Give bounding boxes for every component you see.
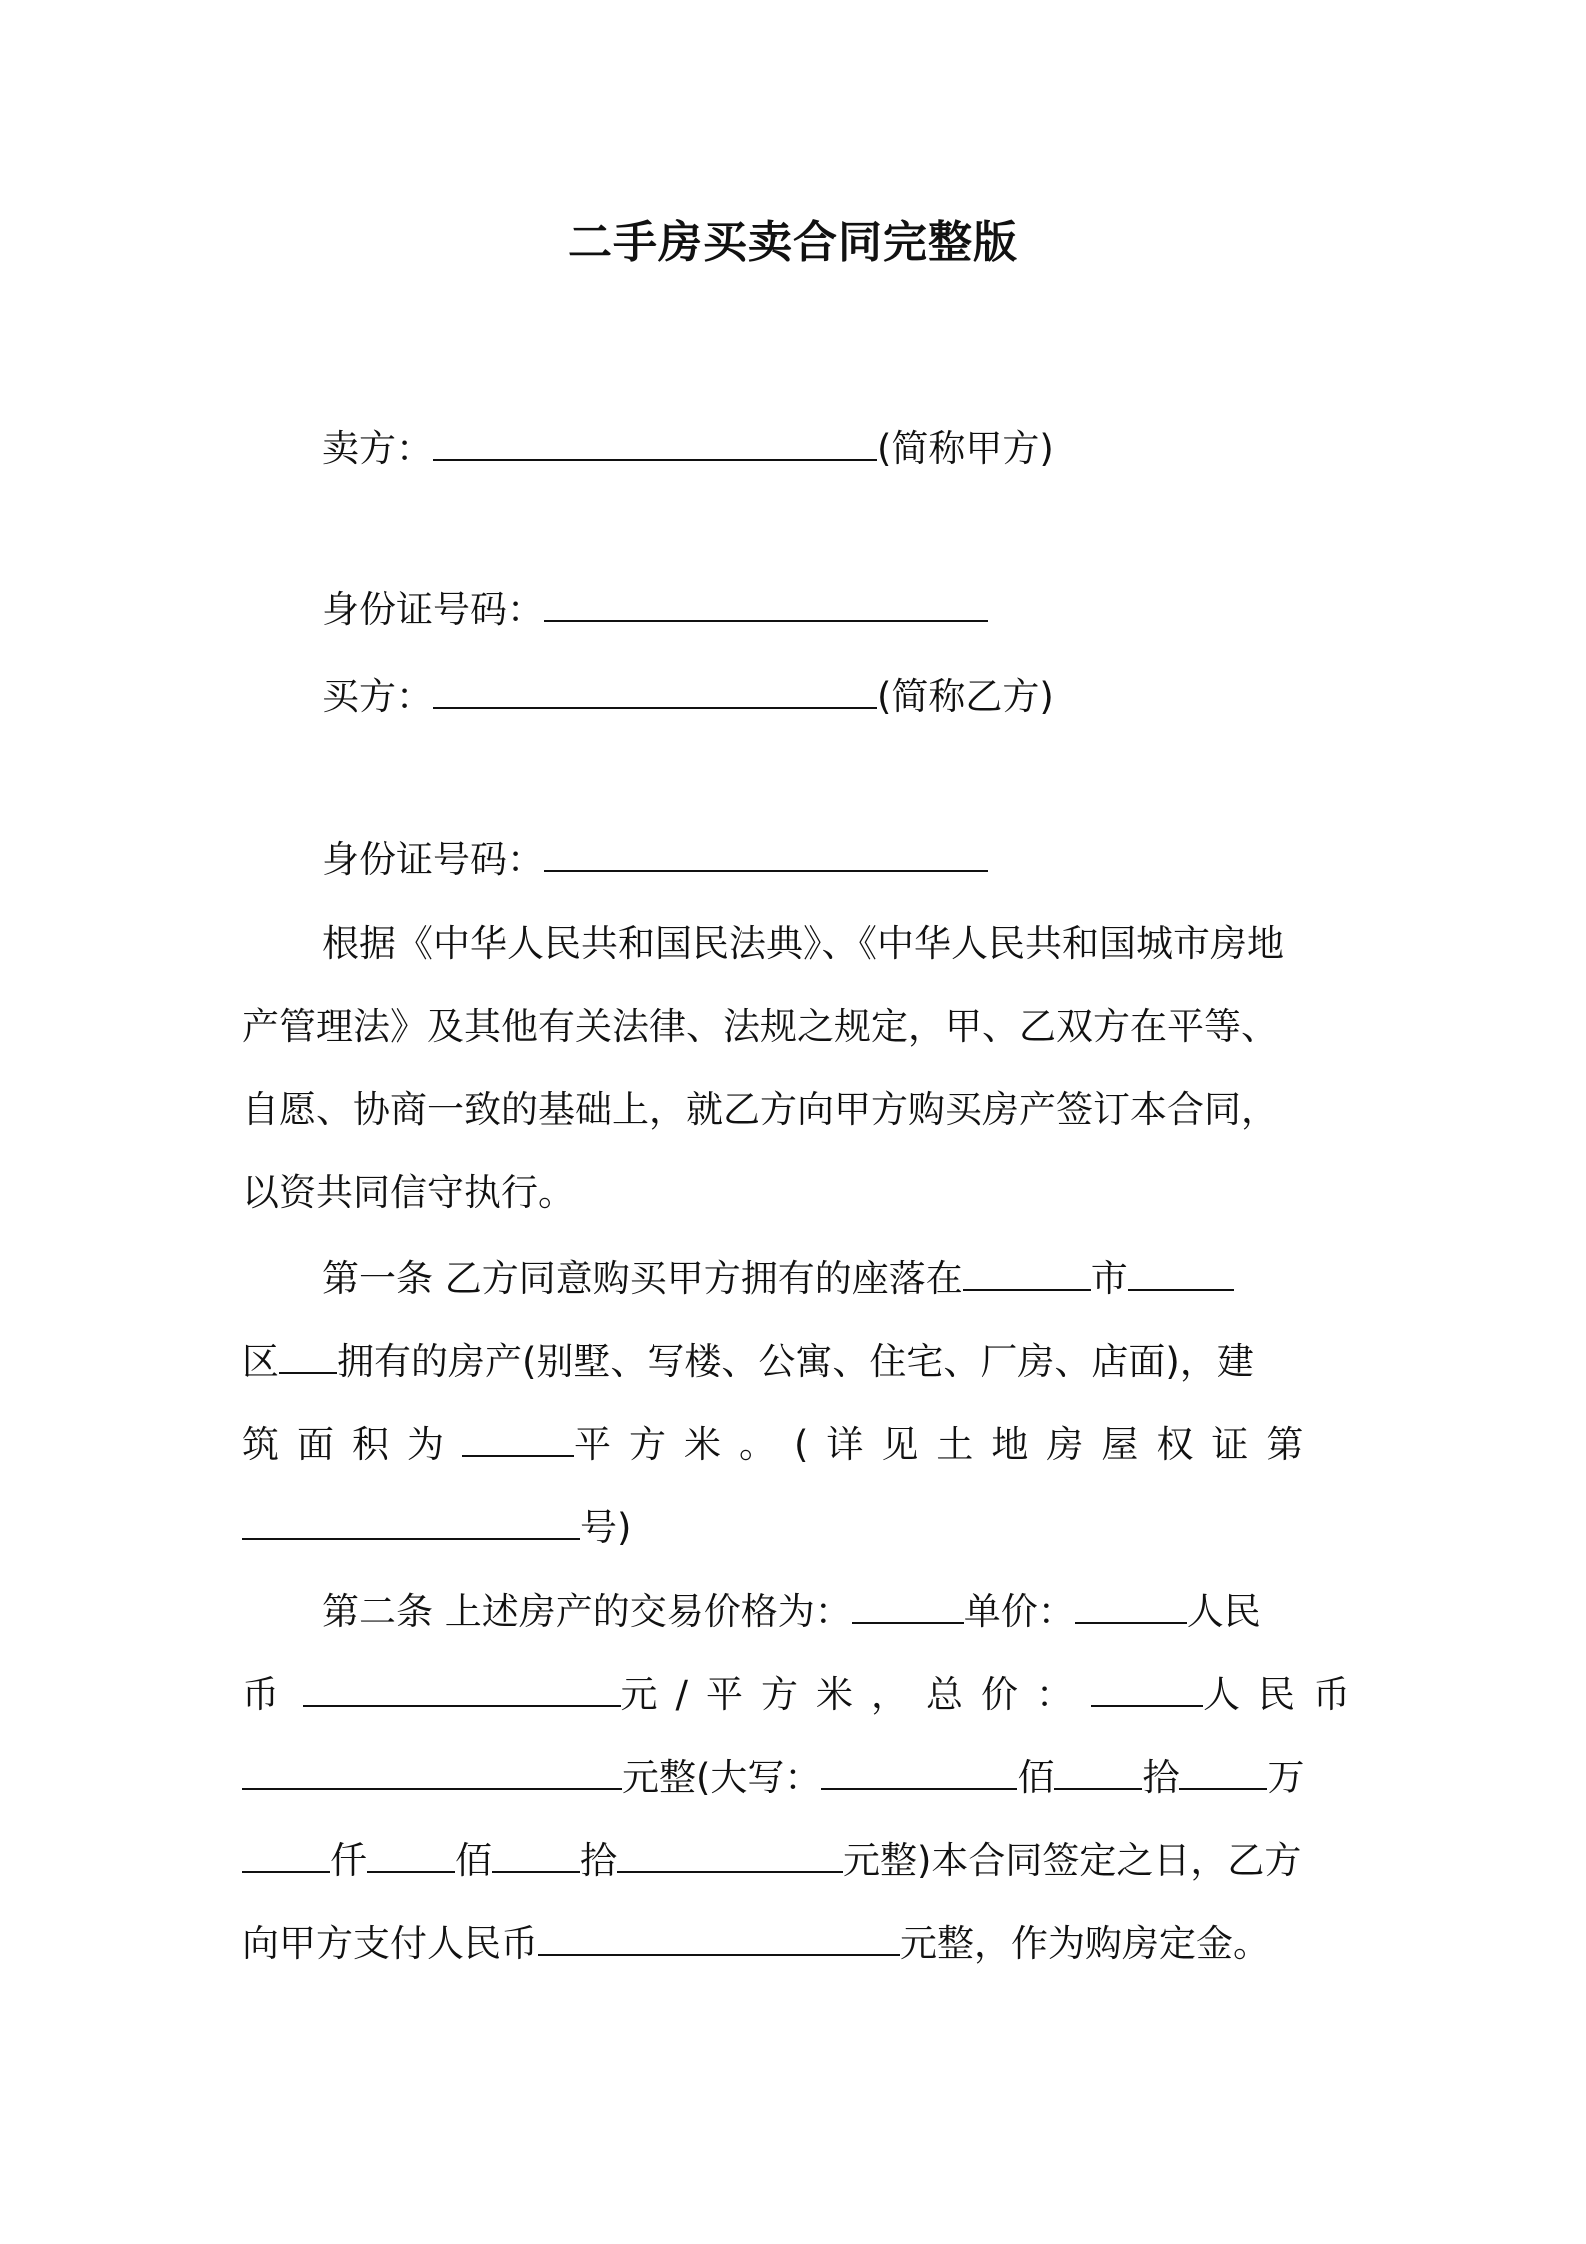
seller-id-label: 身份证号码： bbox=[322, 588, 544, 631]
article-2-text: 仟 bbox=[330, 1839, 367, 1882]
seller-suffix: (简称甲方) bbox=[877, 427, 1054, 470]
article-2-text: 元整(大写： bbox=[622, 1756, 822, 1799]
upper-blank[interactable] bbox=[492, 1839, 580, 1873]
article-2-text: 第二条 上述房产的交易价格为： bbox=[322, 1590, 852, 1633]
total-price-blank[interactable] bbox=[1091, 1673, 1203, 1707]
article-1-text: 筑面积为 bbox=[242, 1423, 462, 1466]
preamble-line: 根据《中华人民共和国民法典》、《中华人民共和国城市房地 bbox=[322, 922, 1284, 965]
article-2-text: 向甲方支付人民币 bbox=[242, 1922, 538, 1965]
article-2-line bbox=[242, 1902, 1354, 1985]
seller-line bbox=[322, 424, 1054, 474]
article-1-text: 号) bbox=[580, 1506, 632, 1549]
buyer-id-label: 身份证号码： bbox=[322, 838, 544, 881]
seller-label: 卖方： bbox=[322, 427, 433, 470]
article-1-text: 市 bbox=[1090, 1257, 1128, 1300]
upper-blank[interactable] bbox=[1179, 1756, 1267, 1790]
district-blank[interactable] bbox=[1128, 1257, 1234, 1291]
upper-blank[interactable] bbox=[242, 1839, 330, 1873]
article-1 bbox=[242, 1237, 1354, 1569]
article-2-line bbox=[242, 1653, 1368, 1736]
certificate-number-blank[interactable] bbox=[242, 1506, 580, 1540]
upper-blank[interactable] bbox=[821, 1756, 1017, 1790]
article-2-line bbox=[242, 1736, 1354, 1819]
preamble-line: 以资共同信守执行。 bbox=[242, 1171, 575, 1214]
article-2-text: 拾 bbox=[1142, 1756, 1180, 1799]
article-1-line bbox=[242, 1320, 1354, 1403]
article-1-line bbox=[242, 1403, 1354, 1486]
upper-blank[interactable] bbox=[617, 1839, 843, 1873]
buyer-id-blank[interactable] bbox=[544, 836, 988, 872]
deposit-blank[interactable] bbox=[538, 1922, 900, 1956]
article-2-text: 佰 bbox=[455, 1839, 492, 1882]
article-2-line bbox=[242, 1570, 1354, 1653]
article-2-text: 拾 bbox=[580, 1839, 617, 1882]
article-1-line bbox=[242, 1237, 1354, 1320]
price-blank[interactable] bbox=[852, 1590, 964, 1624]
article-1-text: 平方米。(详见土地房屋权证第 bbox=[574, 1423, 1322, 1466]
article-1-text: 第一条 乙方同意购买甲方拥有的座落在 bbox=[322, 1257, 963, 1300]
article-2-text: 元整，作为购房定金。 bbox=[900, 1922, 1270, 1965]
unit-price-amount-blank[interactable] bbox=[303, 1673, 621, 1707]
article-2-text: 币 bbox=[242, 1673, 279, 1716]
article-2-text: 万 bbox=[1267, 1756, 1305, 1799]
preamble-paragraph bbox=[242, 902, 1354, 1234]
article-2-text: 佰 bbox=[1017, 1756, 1055, 1799]
buyer-id-line bbox=[322, 835, 988, 885]
article-1-line bbox=[242, 1486, 1354, 1569]
total-amount-blank[interactable] bbox=[242, 1756, 622, 1790]
preamble-line: 自愿、协商一致的基础上，就乙方向甲方购买房产签订本合同， bbox=[242, 1088, 1278, 1131]
buyer-suffix: (简称乙方) bbox=[877, 675, 1054, 718]
buyer-line bbox=[322, 672, 1054, 722]
upper-blank[interactable] bbox=[1054, 1756, 1142, 1790]
city-blank[interactable] bbox=[963, 1257, 1091, 1291]
article-2-text: 人民 bbox=[1186, 1590, 1261, 1633]
area-blank[interactable] bbox=[462, 1423, 574, 1457]
document-title: 二手房买卖合同完整版 bbox=[568, 217, 1018, 268]
article-2 bbox=[242, 1570, 1368, 1985]
unit-price-blank[interactable] bbox=[1075, 1590, 1187, 1624]
upper-blank[interactable] bbox=[367, 1839, 455, 1873]
preamble-line: 产管理法》及其他有关法律、法规之规定，甲、乙双方在平等、 bbox=[242, 1005, 1278, 1048]
article-1-text: 区 bbox=[242, 1340, 279, 1383]
seller-id-line bbox=[322, 585, 988, 635]
article-2-text: 元整)本合同签定之日，乙方 bbox=[843, 1839, 1302, 1882]
buyer-name-blank[interactable] bbox=[433, 673, 877, 709]
article-2-text: 元/平方米，总价： bbox=[620, 1673, 1091, 1716]
article-2-text: 单价： bbox=[963, 1590, 1075, 1633]
article-2-text: 人民币 bbox=[1203, 1673, 1368, 1716]
buyer-label: 买方： bbox=[322, 675, 433, 718]
seller-name-blank[interactable] bbox=[433, 425, 877, 461]
article-1-text: 拥有的房产(别墅、写楼、公寓、住宅、厂房、店面)，建 bbox=[337, 1340, 1254, 1383]
seller-id-blank[interactable] bbox=[544, 586, 988, 622]
owner-blank[interactable] bbox=[279, 1340, 337, 1374]
article-2-line bbox=[242, 1819, 1354, 1902]
